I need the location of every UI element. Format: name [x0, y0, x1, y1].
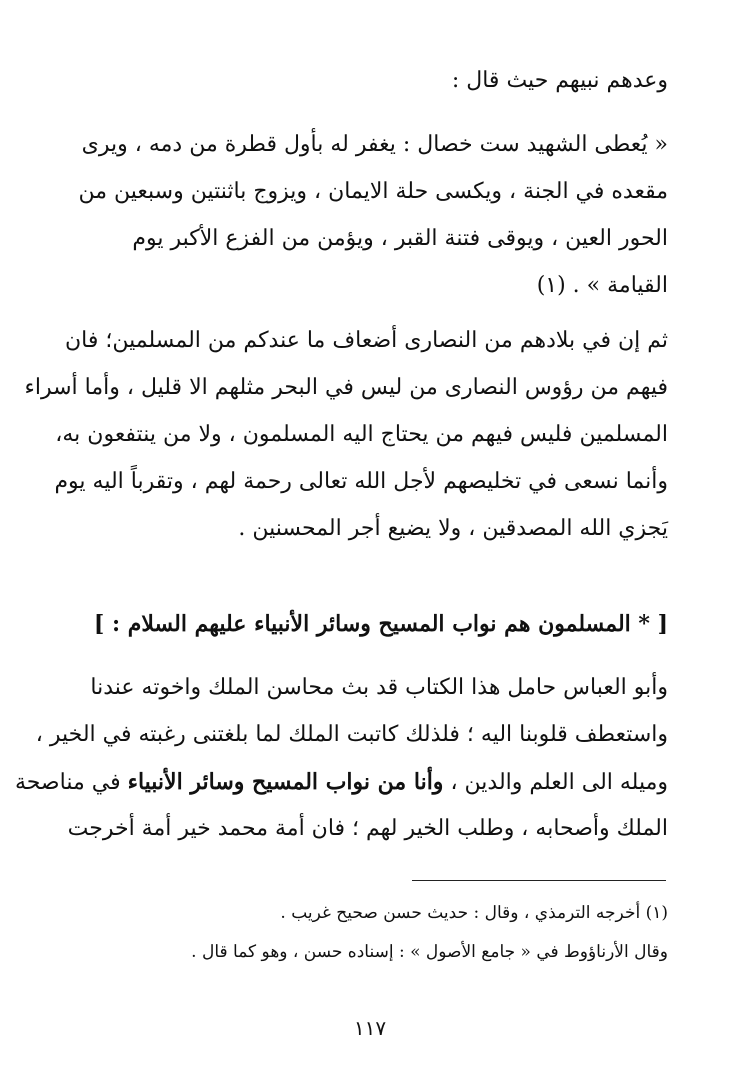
text-line: الحور العين ، ويوقى فتنة القبر ، ويؤمن من الفزع الأكبر يوم: [132, 226, 668, 251]
text-line: واستعطف قلوبنا اليه ؛ فلذلك كاتبت الملك لما بلغتنى رغبته في الخير ،: [35, 722, 668, 747]
intro-paragraph: [72, 70, 668, 92]
text-line: المسلمين فليس فيهم من يحتاج اليه المسلمون ، ولا من ينتفعون به،: [55, 422, 668, 447]
text-line: [14, 769, 668, 795]
text-line: الملك وأصحابه ، وطلب الخير لهم ؛ فان أمة محمد خير أمة أخرجت: [67, 816, 668, 841]
text-segment: وميله الى العلم والدين ،: [450, 770, 668, 795]
section-heading: [ * المسلمون هم نواب المسيح وسائر الأنبياء عليهم السلام : ]: [93, 611, 668, 637]
text-line: مقعده في الجنة ، ويكسى حلة الايمان ، ويزوج باثنتين وسبعين من: [78, 179, 668, 204]
paragraph-2: [14, 675, 668, 841]
text-line: ثم إن في بلادهم من النصارى أضعاف ما عندكم من المسلمين؛ فان: [65, 328, 668, 353]
page-number: ١١٧: [353, 1016, 387, 1040]
text-line: فيهم من رؤوس النصارى من ليس في البحر مثلهم الا قليل ، وأما أسراء: [24, 375, 668, 400]
footnote-1: (١) أخرجه الترمذي ، وقال : حديث حسن صحيح غريب .: [280, 903, 668, 923]
bold-emphasis: وأنا من نواب المسيح وسائر الأنبياء: [127, 769, 444, 795]
footnote-2: وقال الأرناؤوط في « جامع الأصول » : إسناده حسن ، وهو كما قال .: [191, 942, 668, 962]
text-line: القيامة » . (١): [536, 273, 668, 298]
text-line: وأنما نسعى في تخليصهم لأجل الله تعالى رحمة لهم ، وتقرباً اليه يوم: [54, 469, 668, 494]
text-line: وعدهم نبيهم حيث قال :: [451, 68, 668, 93]
text-line: يَجزي الله المصدقين ، ولا يضيع أجر المحسنين .: [238, 516, 668, 541]
paragraph-1: [24, 328, 668, 541]
footnote-separator: [412, 880, 666, 881]
text-segment: في مناصحة: [14, 770, 121, 795]
text-line: وأبو العباس حامل هذا الكتاب قد بث محاسن الملك واخوته عندنا: [90, 675, 668, 700]
hadith-paragraph: [72, 134, 668, 297]
text-line: « يُعطى الشهيد ست خصال : يغفر له بأول قطرة من دمه ، ويرى: [81, 132, 668, 157]
